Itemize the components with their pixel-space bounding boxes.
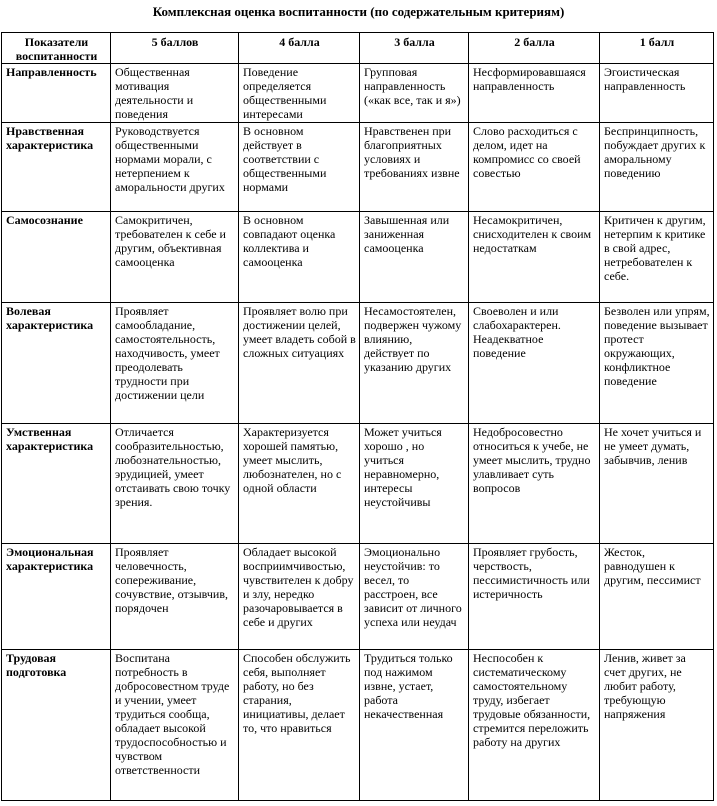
indicator-cell: Волевая характеристика xyxy=(2,303,111,424)
indicator-cell: Нравственная характеристика xyxy=(2,123,111,212)
document-title: Комплексная оценка воспитанности (по содержательным критериям) xyxy=(152,4,565,19)
table-cell: Проявляет самообладание, самостоятельность, находчивость, умеет преодолевать трудности при достижении цели xyxy=(111,303,239,424)
table-cell: Общественная мотивация деятельности и поведения xyxy=(111,64,239,123)
table-cell: Безволен или упрям, поведение вызывает протест окружающих, конфликтное поведение xyxy=(600,303,714,424)
table-cell: Несамостоятелен, подвержен чужому влиянию, действует по указанию других xyxy=(360,303,469,424)
table-row xyxy=(2,64,714,123)
table-cell: Проявляет волю при достижении целей, умеет владеть собой в сложных ситуациях xyxy=(239,303,360,424)
indicator-cell: Самосознание xyxy=(2,212,111,303)
table-cell: Ленив, живет за счет других, не любит работу, требующую напряжения xyxy=(600,650,714,801)
evaluation-table xyxy=(1,32,714,801)
table-row xyxy=(2,424,714,544)
table-cell: Критичен к другим, нетерпим к критике в свой адрес, нетребователен к себе. xyxy=(600,212,714,303)
table-cell: Проявляет человечность, сопереживание, сочувствие, отзывчив, порядочен xyxy=(111,544,239,650)
column-header: 5 баллов xyxy=(111,33,239,64)
table-row xyxy=(2,650,714,801)
column-header: 3 балла xyxy=(360,33,469,64)
table-row xyxy=(2,212,714,303)
table-cell: Может учиться хорошо , но учиться неравномерно, интересы неустойчивы xyxy=(360,424,469,544)
table-cell: Руководствуется общественными нормами морали, с нетерпением к аморальности других xyxy=(111,123,239,212)
header-row xyxy=(2,33,714,64)
column-header: 4 балла xyxy=(239,33,360,64)
table-cell: Неспособен к систематическому самостоятельному труду, избегает трудовые обязанности, стремится переложить работу на других xyxy=(469,650,600,801)
table-row xyxy=(2,303,714,424)
table-cell: Завышенная или заниженная самооценка xyxy=(360,212,469,303)
table-cell: Обладает высокой восприимчивостью, чувствителен к добру и злу, нередко разочаровывается в себе и других xyxy=(239,544,360,650)
table-row xyxy=(2,123,714,212)
column-header: Показатели воспитанности xyxy=(2,33,111,64)
table-cell: В основном совпадают оценка коллектива и самооценка xyxy=(239,212,360,303)
table-cell: Характеризуется хорошей памятью, умеет мыслить, любознателен, но с одной области xyxy=(239,424,360,544)
table-cell: Недобросовестно относиться к учебе, не умеет мыслить, трудно улавливает суть вопросов xyxy=(469,424,600,544)
table-cell: Слово расходиться с делом, идет на компромисс со своей совестью xyxy=(469,123,600,212)
indicator-cell: Умственная характеристика xyxy=(2,424,111,544)
table-cell: Трудиться только под нажимом извне, устает, работа некачественная xyxy=(360,650,469,801)
table-cell: Проявляет грубость, черствость, пессимистичность или истеричность xyxy=(469,544,600,650)
table-cell: Беспринципность, побуждает других к аморальному поведению xyxy=(600,123,714,212)
table-cell: Эмоционально неустойчив: то весел, то расстроен, все зависит от личного успеха или неудач xyxy=(360,544,469,650)
indicator-cell: Трудовая подготовка xyxy=(2,650,111,801)
table-cell: Групповая направленность («как все, так и я») xyxy=(360,64,469,123)
table-cell: Жесток, равнодушен к другим, пессимист xyxy=(600,544,714,650)
table-cell: В основном действует в соответствии с общественными нормами xyxy=(239,123,360,212)
table-cell: Самокритичен, требователен к себе и другим, объективная самооценка xyxy=(111,212,239,303)
table-cell: Несформировавшаяся направленность xyxy=(469,64,600,123)
table-cell: Отличается сообразительностью, любознательностью, эрудицией, умеет отстаивать свою точку зрения. xyxy=(111,424,239,544)
table-row xyxy=(2,544,714,650)
table-cell: Поведение определяется общественными интересами xyxy=(239,64,360,123)
table-cell: Своеволен и или слабохарактерен. Неадекватное поведение xyxy=(469,303,600,424)
table-cell: Эгоистическая направленность xyxy=(600,64,714,123)
table-cell: Воспитана потребность в добросовестном труде и учении, умеет трудиться сообща, обладает высокой трудоспособностью и чувством ответственности xyxy=(111,650,239,801)
table-cell: Способен обслужить себя, выполняет работу, но без старания, инициативы, делает то, что нравиться xyxy=(239,650,360,801)
table-cell: Не хочет учиться и не умеет думать, забывчив, ленив xyxy=(600,424,714,544)
column-header: 2 балла xyxy=(469,33,600,64)
indicator-cell: Эмоциональная характеристика xyxy=(2,544,111,650)
table-cell: Несамокритичен, снисходителен к своим недостаткам xyxy=(469,212,600,303)
column-header: 1 балл xyxy=(600,33,714,64)
table-cell: Нравственен при благоприятных условиях и требованиях извне xyxy=(360,123,469,212)
indicator-cell: Направленность xyxy=(2,64,111,123)
